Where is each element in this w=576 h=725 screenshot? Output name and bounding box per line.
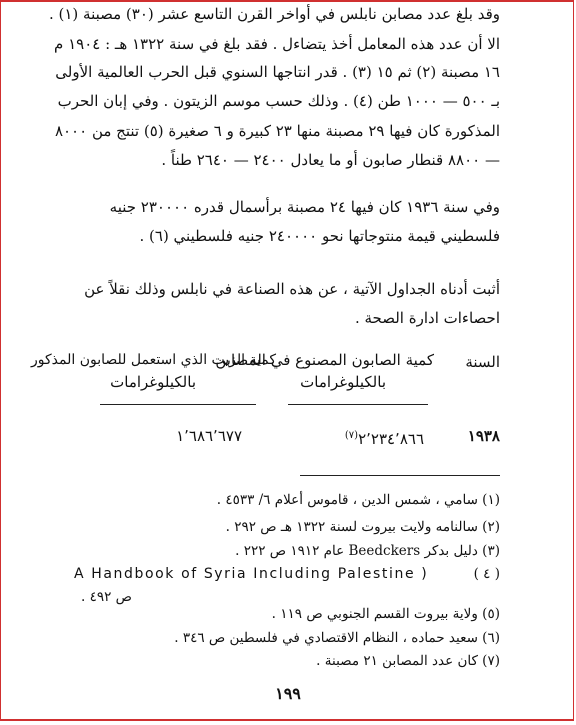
table-header-year: السنة — [465, 353, 500, 371]
footnote-4-marker: ( ٤ ) — [473, 566, 500, 582]
footnote-4-latin: A Handbook of Syria Including Palestine ) — [74, 566, 429, 582]
footnote-3: (٣) دليل بدكر Beedckers عام ١٩١٢ ص ٢٢٢ . — [235, 543, 500, 559]
footnote-1: (١) سامي ، شمس الدين ، قاموس أعلام ٦/ ٤٥٣٣ . — [216, 492, 500, 508]
paragraph1-line: ١٦ مصبنة (٢) ثم ١٥ (٣) . قدر انتاجها السنوي قبل الحرب العالمية الأولى — [55, 63, 500, 81]
table-rule-oil — [100, 404, 256, 405]
table-cell-soap-note: (٧) — [344, 430, 359, 441]
table-cell-year: ١٩٣٨ — [467, 427, 500, 445]
page-number: ١٩٩ — [275, 684, 301, 703]
paragraph2-line: وفي سنة ١٩٣٦ كان فيها ٢٤ مصبنة برأسمال قدره ٢٣٠٠٠٠ جنيه — [109, 198, 500, 216]
paragraph1-line: وقد بلغ عدد مصابن نابلس في أواخر القرن التاسع عشر (٣٠) مصبنة (١) . — [48, 5, 500, 23]
table-rule-soap — [288, 404, 428, 405]
table-header-oil-unit: بالكيلوغرامات — [110, 373, 196, 391]
paragraph3-line: احصاءات ادارة الصحة . — [354, 309, 500, 327]
paragraph2-line: فلسطيني قيمة منتوجاتها نحو ٢٤٠٠٠٠ جنيه فلسطيني (٦) . — [139, 227, 500, 245]
footnote-7: (٧) كان عدد المصابن ٢١ مصبنة . — [316, 653, 500, 669]
paragraph1-line: — ٨٨٠٠ قنطار صابون أو ما يعادل ٢٤٠٠ — ٢٦٤٠ طناً . — [161, 151, 500, 169]
table-header-soap-unit: بالكيلوغرامات — [300, 373, 386, 391]
paragraph3-line: أثبت أدناه الجداول الآتية ، عن هذه الصناعة في نابلس وذلك نقلاً عن — [84, 280, 500, 298]
footnote-rule — [300, 475, 500, 476]
table-cell-oil: ١٬٦٨٦٬٦٧٧ — [176, 427, 242, 445]
table-cell-soap-value: ٢٬٢٣٤٬٨٦٦ — [358, 430, 424, 448]
table-header-soap: كمية الصابون المصنوع في المصابن — [215, 351, 434, 369]
footnote-4-page: ص ٤٩٢ . — [81, 589, 132, 605]
footnote-2: (٢) سالنامه ولايت بيروت لسنة ١٣٢٢ هـ ص ٢٩٢ . — [225, 519, 500, 535]
footnote-5: (٥) ولاية بيروت القسم الجنوبي ص ١١٩ . — [271, 606, 500, 622]
table-header-oil: كمية الزيت الذي استعمل للصابون المذكور — [31, 352, 276, 368]
paragraph1-line: المذكورة كان فيها ٢٩ مصبنة منها ٢٣ كبيرة و ٦ صغيرة (٥) تنتج من ٨٠٠٠ — [54, 122, 500, 140]
table-cell-soap — [345, 426, 424, 449]
paragraph1-line: بـ ٥٠٠ — ١٠٠٠ طن (٤) . وذلك حسب موسم الزيتون . وفي إبان الحرب — [57, 92, 500, 110]
footnote-6: (٦) سعيد حماده ، النظام الاقتصادي في فلسطين ص ٣٤٦ . — [174, 630, 500, 646]
paragraph1-line: الا أن عدد هذه المعامل أخذ يتضاءل . فقد بلغ في سنة ١٣٢٢ هـ : ١٩٠٤ م — [54, 35, 500, 53]
